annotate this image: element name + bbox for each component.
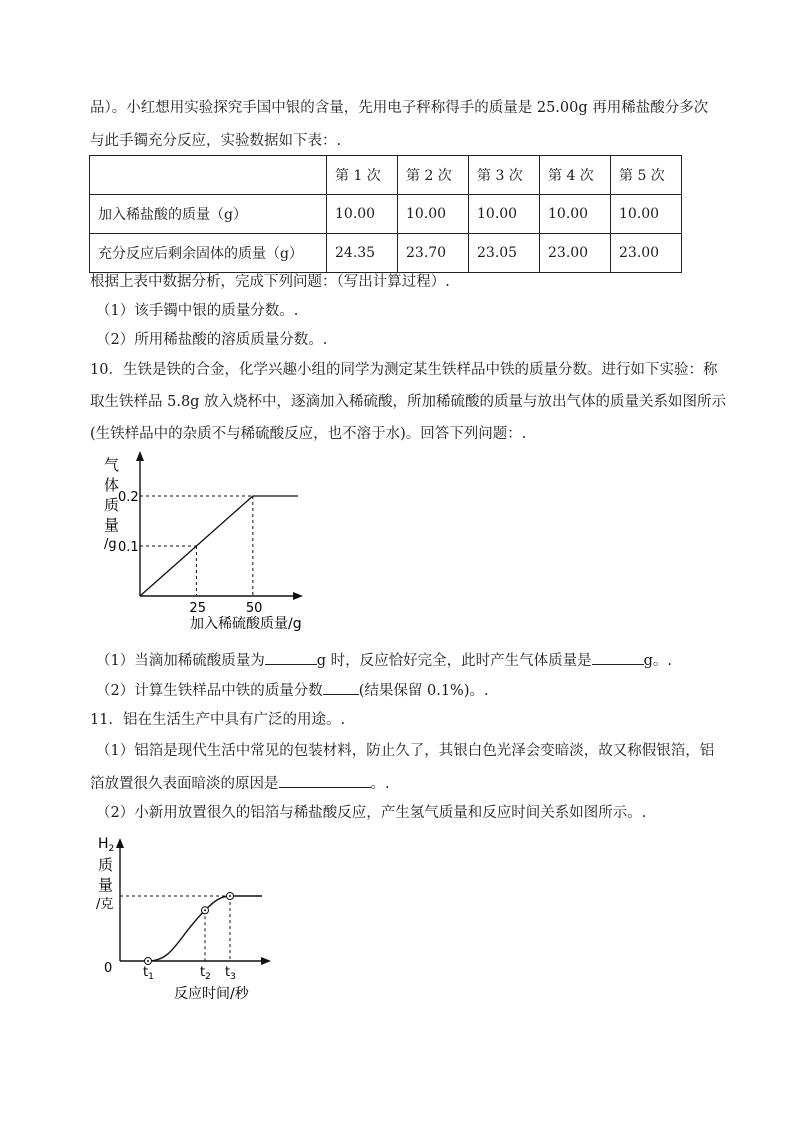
chart2-axes	[116, 838, 271, 965]
q9-text-line2: 与此手镯充分反应，实验数据如下表：.	[90, 133, 342, 149]
table-header-row	[90, 156, 682, 195]
table-cell: 23.05	[469, 234, 540, 273]
table-header-cell: 第 3 次	[469, 156, 540, 195]
y-axis-label-char: 量	[98, 876, 114, 894]
q9-instruction: 根据上表中数据分析，完成下列问题：（写出计算过程）.	[90, 274, 450, 290]
y-axis-label-char: 气	[104, 456, 120, 474]
answer-blank[interactable]	[592, 650, 644, 665]
table-header-cell: 第 1 次	[327, 156, 398, 195]
x-tick-label: $t_2$	[200, 965, 211, 982]
q10-text-line3: (生铁样品中的杂质不与稀硫酸反应，也不溶于水)。回答下列问题：.	[90, 426, 527, 442]
y-axis-unit: /克	[96, 897, 114, 912]
q11-text: 11．铝在生活生产中具有广泛的用途。.	[90, 712, 346, 728]
q11-sub2: （2）小新用放置很久的铝箔与稀盐酸反应，产生氢气质量和反应时间关系如图所示。.	[96, 805, 647, 821]
y-axis-label-h: $H_2$	[98, 836, 115, 854]
data-point-center	[204, 909, 206, 911]
table-cell: 10.00	[469, 195, 540, 234]
q9-sub2: （2）所用稀盐酸的溶质质量分数。.	[96, 332, 328, 348]
q10-sub2	[96, 680, 489, 701]
y-tick-label: 0.2	[118, 490, 139, 505]
q11-sub1-line1: （1）铝箔是现代生活中常见的包装材料，防止久了，其银白色光泽会变暗淡，故又称假银箔，铝	[96, 743, 715, 759]
q11-sub1-line2	[90, 773, 390, 794]
q9-text-line1: 品）。小红想用实验探究手国中银的含量，先用电子秤称得手的质量是 25.00g 再用稀盐酸分多次	[90, 100, 709, 116]
x-axis-arrow	[261, 957, 271, 965]
y-tick-label: 0.1	[118, 540, 139, 555]
table-header-cell: 第 2 次	[398, 156, 469, 195]
data-point-center	[147, 960, 149, 962]
x-axis-label: 反应时间/秒	[174, 986, 249, 1002]
q10-sub1	[96, 650, 672, 671]
q9-sub1: （1）该手镯中银的质量分数。.	[96, 303, 299, 319]
table-row-label: 加入稀盐酸的质量（g）	[90, 195, 327, 234]
x-tick-label: 25	[189, 601, 206, 616]
table-cell: 10.00	[398, 195, 469, 234]
y-axis-arrow	[116, 838, 124, 848]
answer-blank[interactable]	[265, 650, 317, 665]
y-axis-unit: /g	[104, 537, 117, 552]
q11-sub1-text-b: 。.	[370, 776, 390, 792]
data-line	[140, 496, 298, 596]
table-header-cell	[90, 156, 327, 195]
y-axis-label-char: 量	[104, 516, 120, 534]
table-cell: 23.00	[611, 234, 682, 273]
table-row-label: 充分反应后剩余固体的质量（g）	[90, 234, 327, 273]
y-axis-label-char: 体	[104, 476, 120, 494]
q10-sub1-text-a: （1）当滴加稀硫酸质量为	[96, 653, 265, 669]
table-cell: 10.00	[611, 195, 682, 234]
q10-text-line2: 取生铁样品 5.8g 放入烧杯中，逐滴加入稀硫酸，所加稀硫酸的质量与放出气体的质量关系如图所示	[90, 394, 727, 410]
x-axis-label: 加入稀硫酸质量/g	[190, 616, 302, 632]
q10-sub2-text-a: （2）计算生铁样品中铁的质量分数	[96, 683, 323, 699]
table-cell: 10.00	[540, 195, 611, 234]
q11-sub1-text-a: 箔放置很久表面暗淡的原因是	[90, 776, 279, 792]
table-header-cell: 第 5 次	[611, 156, 682, 195]
y-axis-label-char: 质	[98, 856, 114, 874]
x-axis-arrow	[293, 592, 303, 600]
origin-label: 0	[104, 961, 113, 976]
q10-text-line1: 10．生铁是铁的合金，化学兴趣小组的同学为测定某生铁样品中铁的质量分数。进行如下实验：称	[90, 362, 718, 378]
table-cell: 10.00	[327, 195, 398, 234]
gas-mass-chart	[90, 448, 320, 638]
x-tick-label: $t_1$	[143, 965, 154, 982]
hydrogen-mass-chart	[90, 832, 280, 1007]
q10-sub1-text-c: g。.	[643, 653, 673, 669]
data-point-center	[229, 895, 231, 897]
x-tick-label: $t_3$	[225, 965, 236, 982]
table-cell: 24.35	[327, 234, 398, 273]
answer-blank[interactable]	[279, 773, 371, 788]
y-axis-label-char: 质	[104, 496, 120, 514]
table-header-cell: 第 4 次	[540, 156, 611, 195]
y-axis-arrow	[136, 451, 144, 461]
table-cell: 23.00	[540, 234, 611, 273]
q10-sub2-text-b: (结果保留 0.1%)。.	[358, 683, 489, 699]
x-tick-label: 50	[245, 601, 263, 616]
q10-sub1-text-b: g 时，反应恰好完全，此时产生气体质量是	[316, 653, 592, 669]
table-row	[90, 195, 682, 234]
table-cell: 23.70	[398, 234, 469, 273]
answer-blank[interactable]	[323, 680, 359, 695]
table-row	[90, 234, 682, 273]
experiment-data-table	[89, 155, 682, 273]
